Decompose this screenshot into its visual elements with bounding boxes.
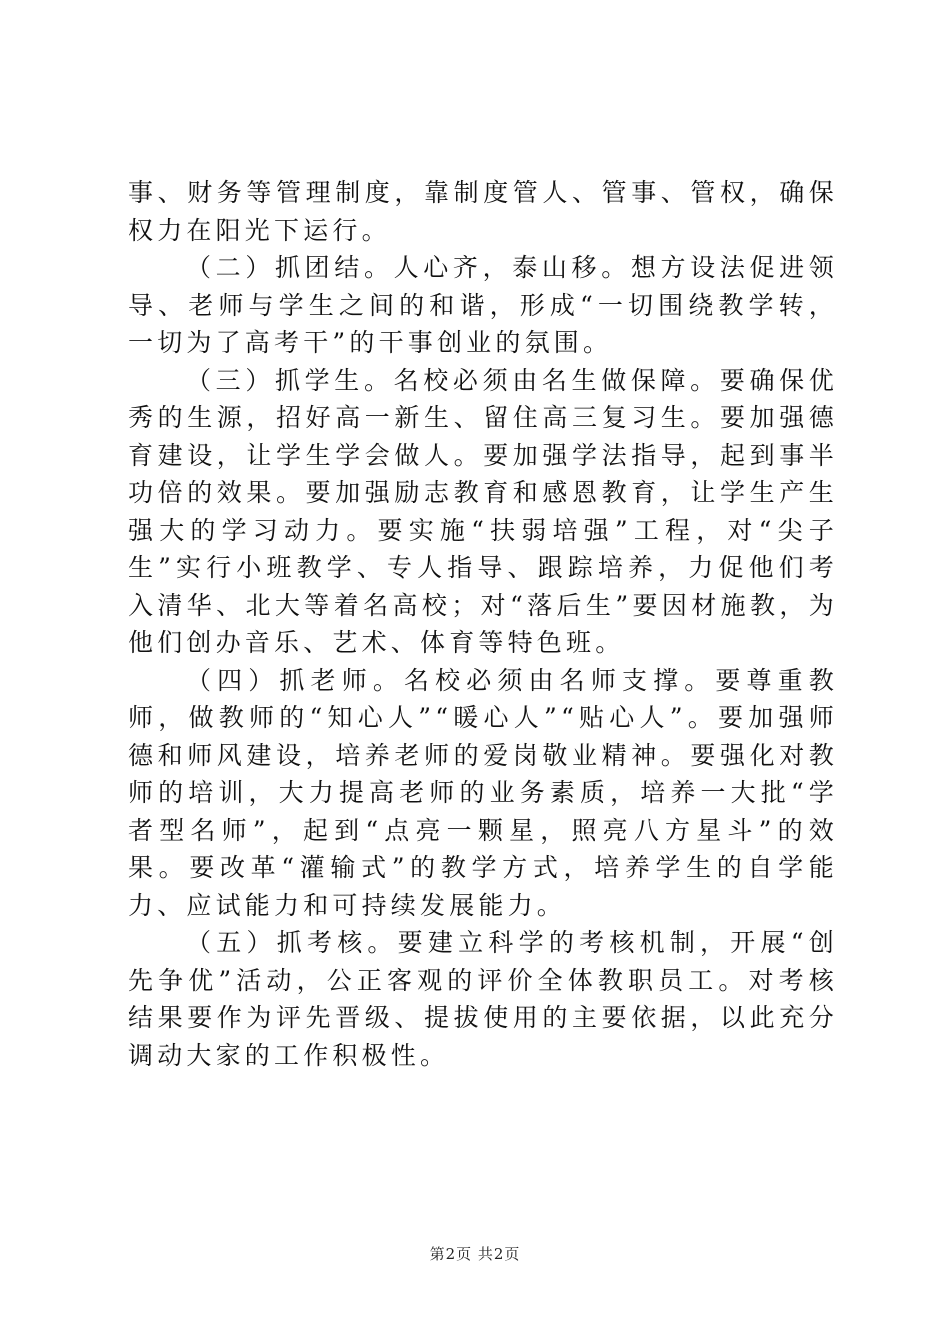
- page-footer: [0, 1244, 950, 1264]
- paragraph-teachers: （四）抓老师。名校必须由名师支撑。要尊重教师，做教师的“知心人”“暖心人”“贴心人”。要加强师德和师风建设，培养老师的爱岗敬业精神。要强化对教师的培训，大力提高老师的业务素质，培养一大批“学者型名师”，起到“点亮一颗星，照亮八方星斗”的效果。要改革“灌输式”的教学方式，培养学生的自学能力、应试能力和可持续发展能力。: [128, 665, 838, 920]
- paragraph-continuation: 事、财务等管理制度，靠制度管人、管事、管权，确保权力在阳光下运行。: [128, 178, 838, 245]
- paragraph-assessment: （五）抓考核。要建立科学的考核机制，开展“创先争优”活动，公正客观的评价全体教职员工。对考核结果要作为评先晋级、提拔使用的主要依据，以此充分调动大家的工作积极性。: [128, 928, 838, 1070]
- paragraph-unity: （二）抓团结。人心齐，泰山移。想方设法促进领导、老师与学生之间的和谐，形成“一切围绕教学转，一切为了高考干”的干事创业的氛围。: [128, 253, 838, 357]
- paragraph-students: （三）抓学生。名校必须由名生做保障。要确保优秀的生源，招好高一新生、留住高三复习生。要加强德育建设，让学生学会做人。要加强学法指导，起到事半功倍的效果。要加强励志教育和感恩教育，让学生产生强大的学习动力。要实施“扶弱培强”工程，对“尖子生”实行小班教学、专人指导、跟踪培养，力促他们考入清华、北大等着名高校；对“落后生”要因材施教，为他们创办音乐、艺术、体育等特色班。: [128, 365, 838, 657]
- page-number-label: 第2页 共2页: [429, 1245, 521, 1263]
- document-body: [128, 174, 838, 1074]
